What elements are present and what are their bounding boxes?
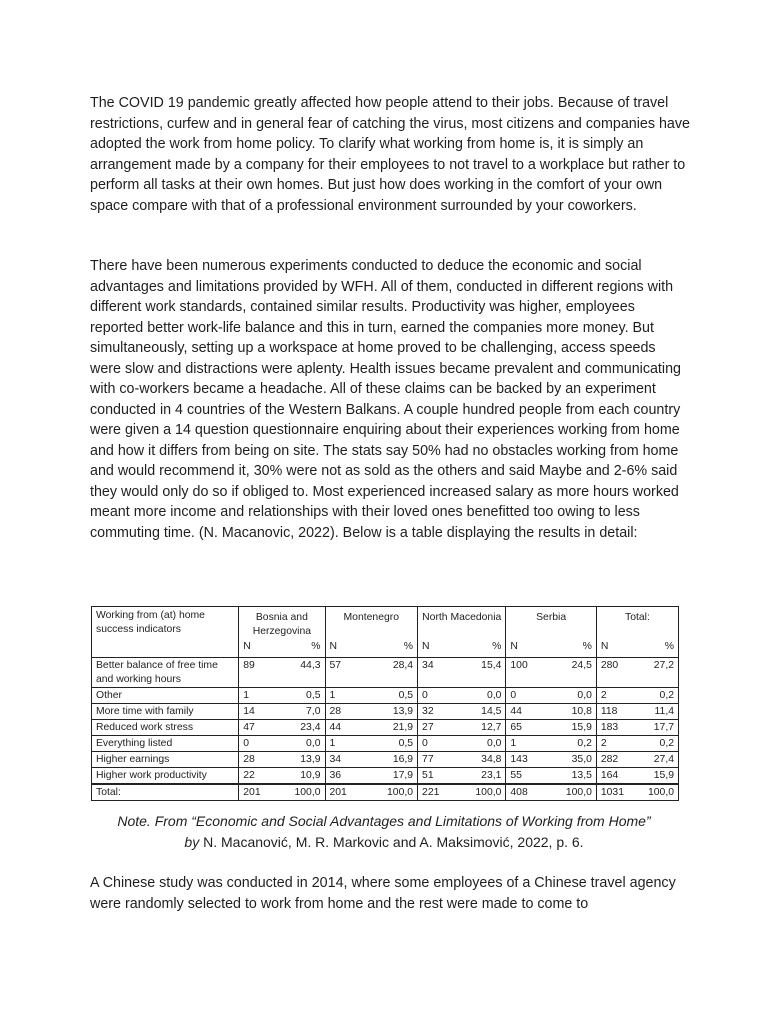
count-cell: 408	[506, 784, 544, 801]
count-cell: 100	[506, 658, 544, 688]
percent-cell: 17,9	[361, 768, 418, 785]
table-row	[92, 784, 679, 801]
percent-cell: 100,0	[453, 784, 506, 801]
row-label: Higher work productivity	[92, 768, 239, 785]
percent-cell: 28,4	[361, 658, 418, 688]
row-label: Higher earnings	[92, 752, 239, 768]
percent-cell: 27,2	[634, 658, 678, 688]
pct-header: %	[582, 641, 592, 652]
n-header: N	[418, 639, 454, 658]
n-header: N	[506, 639, 544, 658]
count-cell: 183	[596, 720, 634, 736]
paragraph-chinese-study: A Chinese study was conducted in 2014, where some employees of a Chinese travel agency were randomly selected to work from home and the rest were made to come to	[90, 875, 676, 912]
percent-cell: 11,4	[634, 704, 678, 720]
note-by: by	[184, 834, 200, 850]
percent-cell: 0,0	[453, 688, 506, 704]
count-cell: 1	[325, 736, 361, 752]
count-cell: 0	[239, 736, 275, 752]
percent-cell: 0,5	[361, 736, 418, 752]
count-cell: 44	[506, 704, 544, 720]
percent-cell: 35,0	[544, 752, 597, 768]
count-cell: 34	[418, 658, 454, 688]
count-cell: 28	[239, 752, 275, 768]
table-header-row	[92, 607, 679, 640]
count-cell: 1	[325, 688, 361, 704]
count-cell: 118	[596, 704, 634, 720]
count-cell: 55	[506, 768, 544, 785]
count-cell: 2	[596, 688, 634, 704]
count-cell: 34	[325, 752, 361, 768]
row-label: More time with family	[92, 704, 239, 720]
table-row	[92, 688, 679, 704]
count-cell: 47	[239, 720, 275, 736]
row-label: Total:	[92, 784, 239, 801]
table-row	[92, 768, 679, 785]
count-cell: 201	[325, 784, 361, 801]
pct-header: %	[403, 641, 414, 652]
percent-cell: 15,4	[453, 658, 506, 688]
count-cell: 280	[596, 658, 634, 688]
percent-cell: 12,7	[453, 720, 506, 736]
count-cell: 201	[239, 784, 275, 801]
country-header: Bosnia and Herzegovina	[239, 607, 325, 640]
percent-cell: 21,9	[361, 720, 418, 736]
count-cell: 36	[325, 768, 361, 785]
count-cell: 89	[239, 658, 275, 688]
count-cell: 51	[418, 768, 454, 785]
country-header: Montenegro	[325, 607, 418, 640]
paragraph-intro: The COVID 19 pandemic greatly affected how people attend to their jobs. Because of travel restrictions, curfew and in general fear of catching the virus, most citizens and companies have adopted the work from home policy. To clarify what working from home is, it is simply an arrangement made by a company for their employees to not travel to a workplace but rather to perform all tasks at their own homes. But just how does working in the comfort of your own space compare with that of a professional environment surrounded by your coworkers.	[90, 95, 690, 214]
pct-header: %	[311, 641, 321, 652]
pct-header: %	[664, 641, 674, 652]
percent-cell: 10,8	[544, 704, 597, 720]
indicator-header: Working from (at) home success indicators	[96, 610, 205, 635]
count-cell: 0	[418, 736, 454, 752]
table-row	[92, 720, 679, 736]
count-cell: 32	[418, 704, 454, 720]
country-header: Total:	[596, 607, 678, 640]
percent-cell: 13,9	[275, 752, 325, 768]
row-label: Reduced work stress	[92, 720, 239, 736]
n-header: N	[596, 639, 634, 658]
count-cell: 14	[239, 704, 275, 720]
count-cell: 0	[506, 688, 544, 704]
percent-cell: 0,2	[634, 736, 678, 752]
table-row	[92, 752, 679, 768]
percent-cell: 0,0	[275, 736, 325, 752]
paragraph-experiments: There have been numerous experiments conducted to deduce the economic and social advantages and limitations provided by WFH. All of them, conducted in different regions with different work standards, contained similar results. Productivity was higher, employees reported better work-life balance and this in turn, earned the companies more money. But simultaneously, setting up a workspace at home proved to be challenging, access speeds were slow and distractions were aplenty. Health issues became prevalent and communicating with co-workers became a headache. All of these claims can be backed by an experiment conducted in 4 countries of the Western Balkans. A couple hundred people from each country were given a 14 question questionnaire enquiring about their experiences working from home and how it differs from being on site. The stats say 50% had no obstacles working from home and would recommend it, 30% were not as sold as the others and said Maybe and 2-6% said they would only do so if obliged to. Most experienced increased salary as more hours worked meant more income and relationships with their loved ones benefitted too owing to less commuting time. (N. Macanovic, 2022). Below is a table displaying the results in detail:	[90, 258, 681, 541]
percent-cell: 100,0	[634, 784, 678, 801]
country-header: Serbia	[506, 607, 596, 640]
count-cell: 164	[596, 768, 634, 785]
percent-cell: 15,9	[634, 768, 678, 785]
table-row	[92, 736, 679, 752]
table-row	[92, 658, 679, 688]
results-table	[91, 606, 679, 801]
note-authors: N. Macanović, M. R. Markovic and A. Maksimović, 2022, p. 6.	[199, 834, 584, 850]
pct-header: %	[492, 641, 502, 652]
count-cell: 1031	[596, 784, 634, 801]
percent-cell: 15,9	[544, 720, 597, 736]
count-cell: 77	[418, 752, 454, 768]
percent-cell: 13,5	[544, 768, 597, 785]
note-title: Note. From “Economic and Social Advantages and Limitations of Working from Home”	[117, 813, 651, 829]
count-cell: 282	[596, 752, 634, 768]
percent-cell: 0,5	[361, 688, 418, 704]
percent-cell: 23,4	[275, 720, 325, 736]
percent-cell: 24,5	[544, 658, 597, 688]
count-cell: 221	[418, 784, 454, 801]
percent-cell: 16,9	[361, 752, 418, 768]
row-label: Everything listed	[92, 736, 239, 752]
percent-cell: 14,5	[453, 704, 506, 720]
n-header: N	[239, 639, 275, 658]
country-header: North Macedonia	[418, 607, 506, 640]
table-note	[60, 811, 708, 853]
count-cell: 1	[506, 736, 544, 752]
percent-cell: 34,8	[453, 752, 506, 768]
count-cell: 2	[596, 736, 634, 752]
percent-cell: 0,2	[544, 736, 597, 752]
count-cell: 143	[506, 752, 544, 768]
count-cell: 0	[418, 688, 454, 704]
count-cell: 44	[325, 720, 361, 736]
count-cell: 22	[239, 768, 275, 785]
percent-cell: 100,0	[361, 784, 418, 801]
count-cell: 28	[325, 704, 361, 720]
count-cell: 57	[325, 658, 361, 688]
count-cell: 1	[239, 688, 275, 704]
percent-cell: 27,4	[634, 752, 678, 768]
table-row	[92, 704, 679, 720]
row-label: Other	[92, 688, 239, 704]
percent-cell: 44,3	[275, 658, 325, 688]
percent-cell: 13,9	[361, 704, 418, 720]
count-cell: 27	[418, 720, 454, 736]
percent-cell: 23,1	[453, 768, 506, 785]
percent-cell: 17,7	[634, 720, 678, 736]
percent-cell: 0,2	[634, 688, 678, 704]
percent-cell: 7,0	[275, 704, 325, 720]
percent-cell: 100,0	[275, 784, 325, 801]
percent-cell: 0,5	[275, 688, 325, 704]
row-label: Better balance of free time and working hours	[92, 658, 239, 688]
percent-cell: 100,0	[544, 784, 597, 801]
count-cell: 65	[506, 720, 544, 736]
percent-cell: 10,9	[275, 768, 325, 785]
percent-cell: 0,0	[544, 688, 597, 704]
percent-cell: 0,0	[453, 736, 506, 752]
n-header: N	[325, 639, 361, 658]
